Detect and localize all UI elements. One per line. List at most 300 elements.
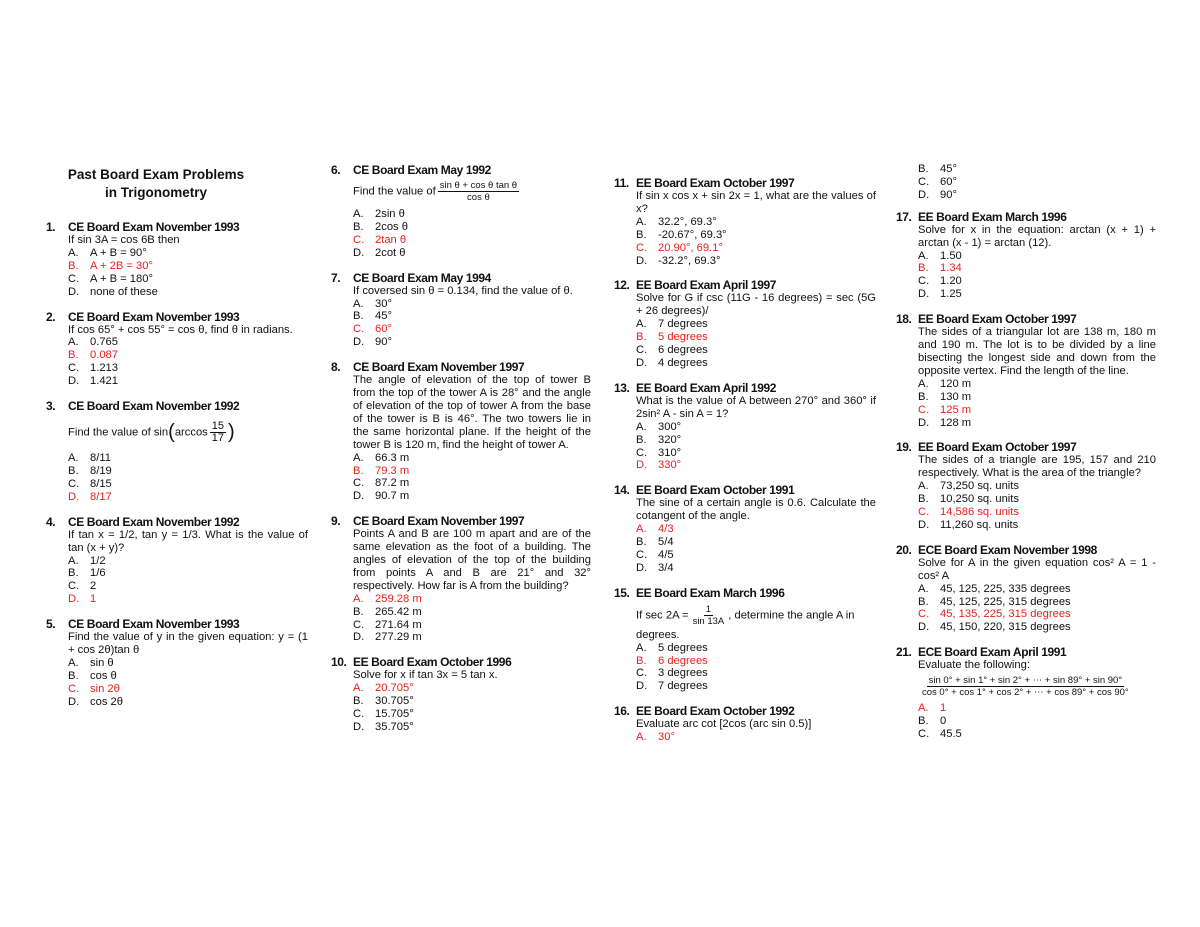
problem-header (896, 312, 1156, 326)
option-text: none of these (90, 285, 158, 298)
correct-answer-option (636, 459, 876, 472)
correct-answer-option (918, 702, 1156, 715)
option-text: 4/5 (658, 548, 674, 561)
option-letter: B. (636, 433, 647, 446)
problem-7 (331, 271, 591, 350)
option-letter: A. (636, 641, 647, 654)
function-arccos: arccos (174, 426, 208, 439)
option-text: 90.7 m (375, 490, 410, 503)
option-letter: B. (636, 536, 647, 549)
correct-answer-option (353, 323, 591, 336)
option-letter: D. (68, 695, 80, 708)
correct-answer-option (68, 349, 308, 362)
question-prefix: Find the value of (353, 185, 436, 198)
problem-19 (896, 440, 1156, 531)
problem-17 (896, 210, 1156, 301)
question-text: The angle of elevation of the top of tower B from the top of the tower A is 28° and the angle of elevation of the top of tower A from the base of the tower is B is 46°. The two towers lie in the same horizontal plane. If the height of the tower B is 120 m, find the height of tower A. (353, 374, 591, 451)
answer-option (68, 580, 308, 593)
answer-option (353, 606, 591, 619)
problem-6 (331, 163, 591, 260)
option-text: 3/4 (658, 561, 674, 574)
option-text: 45, 135, 225, 315 degrees (940, 608, 1071, 621)
problem-source: EE Board Exam October 1997 (918, 440, 1077, 455)
option-text: cos θ (90, 669, 117, 682)
option-text: 90° (375, 336, 392, 349)
answer-option (68, 670, 308, 683)
option-text: 8/15 (90, 477, 112, 490)
answer-option (353, 298, 591, 311)
correct-answer-option (353, 593, 591, 606)
problem-header (614, 176, 876, 190)
answer-option (918, 378, 1156, 391)
option-text: 15.705° (375, 708, 414, 721)
problem-body (636, 497, 876, 574)
option-letter: C. (68, 682, 80, 695)
option-text: 8/17 (90, 490, 112, 503)
option-text: 120 m (940, 377, 972, 390)
option-text: 14,586 sq. units (940, 506, 1019, 519)
correct-answer-option (636, 523, 876, 536)
problem-21 (896, 645, 1156, 741)
option-letter: A. (353, 682, 364, 695)
question-text: If cos 65° + cos 55° = cos θ, find θ in radians. (68, 323, 293, 336)
problem-body (918, 224, 1156, 301)
problem-body (636, 292, 876, 369)
problem-number: 21. (896, 645, 912, 660)
option-letter: D. (636, 459, 648, 472)
answer-option (353, 490, 591, 503)
problem-number: 14. (614, 483, 630, 498)
option-letter: A. (353, 592, 364, 605)
option-letter: D. (636, 680, 648, 693)
problem-source: ECE Board Exam November 1998 (918, 542, 1097, 557)
problem-number: 7. (331, 270, 341, 285)
option-text: 277.29 m (375, 631, 422, 644)
problem-number: 9. (331, 514, 341, 529)
problem-number: 6. (331, 163, 341, 177)
problem-body (68, 234, 308, 299)
answer-option (636, 562, 876, 575)
option-letter: A. (636, 318, 647, 331)
problem-15 (614, 586, 876, 694)
problem-body (353, 285, 591, 350)
problem-9 (331, 514, 591, 644)
correct-answer-option (636, 331, 876, 344)
option-text: 330° (658, 459, 682, 472)
question-text: What is the value of A between 270° and 360° if 2sin² A - sin A = 1? (636, 394, 876, 420)
problem-1 (46, 220, 308, 299)
answer-option (918, 275, 1156, 288)
answer-option (918, 189, 1156, 202)
option-text: 10,250 sq. units (940, 493, 1019, 506)
option-text: 8/19 (90, 464, 112, 477)
answer-option (636, 667, 876, 680)
answer-option (636, 344, 876, 357)
question-text: Solve for x in the equation: arctan (x + 1) + arctan (x - 1) = arctan (12). (918, 223, 1156, 249)
option-text: 45° (375, 310, 392, 323)
option-letter: A. (918, 377, 929, 390)
problem-header (896, 645, 1156, 659)
option-text: 1.213 (90, 362, 118, 375)
option-letter: B. (918, 390, 929, 403)
question-text: The sine of a certain angle is 0.6. Calculate the cotangent of the angle. (636, 497, 876, 523)
option-letter: A. (68, 336, 79, 349)
option-text: 5 degrees (658, 641, 708, 654)
answer-option (68, 567, 308, 580)
option-text: 259.28 m (375, 592, 422, 605)
option-letter: D. (636, 561, 648, 574)
answer-option (636, 421, 876, 434)
problem-header (331, 360, 591, 374)
problem-14 (614, 483, 876, 574)
problem-source: CE Board Exam November 1997 (353, 514, 525, 529)
problem-source: CE Board Exam November 1993 (68, 220, 240, 234)
answer-option (636, 549, 876, 562)
problem-source: EE Board Exam April 1992 (636, 380, 777, 395)
answer-option (68, 375, 308, 388)
problem-header (896, 440, 1156, 454)
problem-source: CE Board Exam May 1994 (353, 270, 491, 285)
option-text: 1/6 (90, 567, 106, 580)
problem-source: CE Board Exam May 1992 (353, 163, 491, 177)
question-text: Solve for A in the given equation cos² A = 1 - cos² A (918, 556, 1156, 582)
problem-source: CE Board Exam November 1993 (68, 309, 240, 324)
problem-header (46, 310, 308, 324)
correct-answer-option (68, 683, 308, 696)
option-letter: B. (636, 228, 647, 241)
option-letter: D. (918, 416, 930, 429)
answer-option (68, 555, 308, 568)
problem-body (918, 454, 1156, 531)
option-text: 1.25 (940, 288, 962, 301)
option-letter: C. (68, 272, 80, 285)
sum-ratio-expression (918, 675, 1156, 698)
correct-answer-option (918, 506, 1156, 519)
option-letter: D. (353, 246, 365, 259)
option-letter: B. (918, 715, 929, 728)
problem-number: 11. (614, 176, 629, 190)
option-letter: B. (68, 259, 79, 272)
option-text: 271.64 m (375, 618, 422, 631)
problem-number: 10. (331, 655, 347, 670)
problem-8 (331, 360, 591, 503)
option-letter: D. (353, 336, 365, 349)
paren-close: ) (228, 421, 235, 444)
problem-source: CE Board Exam November 1992 (68, 399, 240, 414)
problem-source: ECE Board Exam April 1991 (918, 645, 1067, 660)
answer-option (68, 657, 308, 670)
problem-13 (614, 381, 876, 472)
correct-answer-option (68, 491, 308, 504)
fraction (438, 180, 519, 203)
option-letter: B. (353, 695, 364, 708)
problem-header (896, 210, 1156, 224)
option-letter: A. (918, 480, 929, 493)
problem-number: 16. (614, 704, 630, 719)
option-text: A + 2B = 30° (90, 259, 153, 272)
option-letter: C. (68, 477, 80, 490)
answer-option (918, 728, 1156, 741)
option-letter: A. (918, 582, 929, 595)
option-text: 128 m (940, 416, 972, 429)
option-text: 0.765 (90, 336, 118, 349)
question-prefix: Evaluate the following: (918, 659, 1030, 672)
answer-option (918, 583, 1156, 596)
fraction (920, 675, 1131, 698)
answer-option (636, 318, 876, 331)
question-text: If coversed sin θ = 0.134, find the value of θ. (353, 284, 573, 297)
option-text: -32.2°, 69.3° (658, 254, 721, 267)
option-letter: D. (918, 188, 930, 201)
option-text: 5/4 (658, 536, 674, 549)
option-text: 35.705° (375, 721, 414, 733)
question-text (918, 659, 1156, 698)
fraction (691, 604, 727, 627)
answer-option (918, 621, 1156, 634)
option-text: 73,250 sq. units (940, 480, 1019, 493)
problem-body (68, 529, 308, 606)
option-text: 66.3 m (375, 451, 410, 464)
option-letter: C. (918, 728, 930, 740)
problem-header (614, 483, 876, 497)
problem-body (353, 374, 591, 503)
problem-11 (614, 176, 876, 267)
answer-option (636, 447, 876, 460)
option-letter: A. (636, 523, 647, 536)
answer-option (918, 493, 1156, 506)
option-text: 0 (940, 715, 947, 728)
answer-option (918, 391, 1156, 404)
answer-option (68, 336, 308, 349)
problem-source: EE Board Exam March 1996 (636, 585, 785, 600)
problem-16 (614, 704, 876, 744)
fraction (210, 421, 226, 444)
answer-option (636, 680, 876, 693)
problem-source: CE Board Exam November 1993 (68, 617, 240, 632)
option-letter: A. (68, 246, 79, 259)
problem-number: 2. (46, 309, 56, 324)
option-text: 87.2 m (375, 477, 410, 490)
option-text: 79.3 m (375, 464, 410, 477)
option-text: cos 2θ (90, 695, 123, 708)
answer-option (918, 519, 1156, 532)
option-text: 265.42 m (375, 605, 422, 618)
option-letter: D. (918, 518, 930, 531)
correct-answer-option (68, 260, 308, 273)
option-text: 130 m (940, 390, 972, 403)
option-letter: C. (918, 175, 930, 188)
problem-header (614, 381, 876, 395)
answer-option (353, 336, 591, 349)
option-text: 45.5 (940, 728, 962, 740)
option-letter: D. (68, 593, 80, 606)
option-letter: D. (68, 285, 80, 298)
option-letter: C. (636, 241, 648, 254)
option-letter: B. (636, 654, 647, 667)
answer-option (636, 434, 876, 447)
option-text: 45, 125, 225, 315 degrees (940, 595, 1071, 608)
option-letter: B. (353, 310, 364, 323)
paren-open: ( (168, 421, 175, 444)
option-text: 125 m (940, 403, 972, 416)
correct-answer-option (636, 655, 876, 668)
problem-12 (614, 278, 876, 369)
option-text: 1.421 (90, 375, 118, 388)
option-text: 4/3 (658, 523, 674, 536)
problem-4 (46, 515, 308, 606)
option-text: 60° (940, 175, 957, 188)
problem-number: 19. (896, 440, 912, 455)
question-prefix: If sec 2A = (636, 609, 689, 622)
correct-answer-option (918, 404, 1156, 417)
option-letter: B. (918, 595, 929, 608)
answer-option (68, 465, 308, 478)
column-2 (331, 163, 591, 745)
problem-header (331, 655, 591, 669)
problem-18 (896, 312, 1156, 429)
option-text: 4 degrees (658, 356, 708, 369)
option-text: 20.90°, 69.1° (658, 241, 723, 254)
problem-source: EE Board Exam October 1997 (918, 312, 1077, 327)
problem-body (636, 395, 876, 472)
option-letter: B. (68, 567, 79, 580)
answer-option (353, 247, 591, 260)
problem-body (353, 528, 591, 644)
problem-source: EE Board Exam October 1992 (636, 704, 795, 719)
option-text: 1 (90, 593, 97, 606)
problem-20 (896, 543, 1156, 634)
correct-answer-option (918, 262, 1156, 275)
option-letter: D. (918, 288, 930, 301)
option-text: 1.50 (940, 249, 962, 262)
answer-option (353, 619, 591, 632)
option-letter: D. (353, 490, 365, 503)
problem-header (331, 163, 591, 177)
problem-source: EE Board Exam March 1996 (918, 209, 1067, 224)
column-4 (896, 163, 1156, 752)
question-text: If tan x = 1/2, tan y = 1/3. What is the value of tan (x + y)? (68, 528, 308, 554)
question-text: Find the value of y in the given equation: y = (1 + cos 2θ)tan θ (68, 631, 308, 657)
answer-option (353, 310, 591, 323)
option-text: 1.20 (940, 275, 962, 288)
option-text: 6 degrees (658, 344, 708, 357)
correct-answer-option (68, 593, 308, 606)
answer-option (353, 721, 591, 734)
correct-answer-option (353, 234, 591, 247)
problem-body (636, 718, 876, 744)
correct-answer-option (918, 608, 1156, 621)
problem-header (331, 514, 591, 528)
answer-option (68, 452, 308, 465)
option-letter: A. (68, 656, 79, 669)
option-letter: A. (353, 297, 364, 310)
option-letter: C. (353, 233, 365, 246)
fraction-denominator: cos θ (467, 192, 490, 203)
option-text: 300° (658, 420, 682, 433)
question-text: Points A and B are 100 m apart and are of the same elevation as the foot of a building. The angles of elevation of the top of the building from points A and B are 21° and 32° respectively. How far is A from the building? (353, 528, 591, 592)
answer-option (353, 208, 591, 221)
answer-option (918, 250, 1156, 263)
answer-option (353, 708, 591, 721)
problem-2 (46, 310, 308, 389)
answer-option (918, 176, 1156, 189)
option-letter: B. (918, 163, 929, 175)
option-text: sin 2θ (90, 682, 120, 695)
correct-answer-option (353, 682, 591, 695)
option-letter: B. (353, 220, 364, 233)
option-letter: C. (353, 618, 365, 631)
problem-header (46, 220, 308, 234)
problem-header (614, 704, 876, 718)
question-text (636, 604, 876, 627)
answer-option (918, 163, 1156, 176)
problem-body (68, 421, 308, 504)
problem-number: 20. (896, 542, 912, 557)
answer-option (636, 255, 876, 268)
option-letter: C. (918, 275, 930, 288)
option-letter: B. (636, 331, 647, 344)
problem-source: CE Board Exam November 1997 (353, 360, 525, 375)
option-letter: A. (68, 554, 79, 567)
answer-option (68, 273, 308, 286)
question-text: Evaluate arc cot [2cos (arc sin 0.5)] (636, 718, 812, 731)
question-text: The sides of a triangle are 195, 157 and 210 respectively. What is the area of the triangle? (918, 454, 1156, 480)
correct-answer-option (353, 465, 591, 478)
problem-source: EE Board Exam April 1997 (636, 278, 777, 293)
option-letter: D. (68, 490, 80, 503)
option-text: 30° (658, 731, 675, 744)
answer-option (353, 452, 591, 465)
option-text: 2tan θ (375, 233, 407, 246)
problem-16-continued (896, 163, 1156, 202)
option-text: 1.34 (940, 262, 962, 275)
problem-source: EE Board Exam October 1997 (636, 176, 795, 190)
option-text: 3 degrees (658, 667, 708, 680)
fraction-denominator: 17 (211, 432, 225, 445)
problem-number: 3. (46, 399, 56, 414)
problem-header (46, 515, 308, 529)
option-letter: C. (68, 362, 80, 375)
page-title: Past Board Exam Problems in Trigonometry (67, 167, 245, 200)
question-text: Solve for x if tan 3x = 5 tan x. (353, 669, 498, 682)
problem-3 (46, 399, 308, 504)
problem-number: 8. (331, 360, 341, 375)
answer-option (353, 631, 591, 644)
problem-body (918, 326, 1156, 429)
problem-source: EE Board Exam October 1996 (353, 655, 512, 670)
option-text: 32.2°, 69.3° (658, 215, 717, 228)
option-text: 2cos θ (375, 220, 408, 233)
answer-option (353, 477, 591, 490)
problem-body (353, 669, 591, 734)
option-letter: C. (636, 446, 648, 459)
problem-body (918, 659, 1156, 741)
option-letter: A. (918, 702, 929, 715)
option-letter: A. (636, 731, 647, 744)
option-text: 45, 125, 225, 335 degrees (940, 582, 1071, 595)
answer-option (68, 696, 308, 709)
fraction-numerator: sin 0° + sin 1° + sin 2° + ⋯ + sin 89° + sin 90° (928, 675, 1123, 687)
option-text: sin θ (90, 656, 114, 669)
problem-source: CE Board Exam November 1992 (68, 514, 240, 529)
option-letter: A. (918, 249, 929, 262)
problem-header (614, 586, 876, 600)
option-text: 1 (940, 702, 947, 715)
answer-option (68, 478, 308, 491)
question-text: The sides of a triangular lot are 138 m, 180 m and 190 m. The lot is to be divided by a line bisecting the longest side and down from the opposite vertex. Find the length of the line. (918, 326, 1156, 377)
option-text: 320° (658, 433, 682, 446)
problem-source: EE Board Exam October 1991 (636, 483, 795, 498)
